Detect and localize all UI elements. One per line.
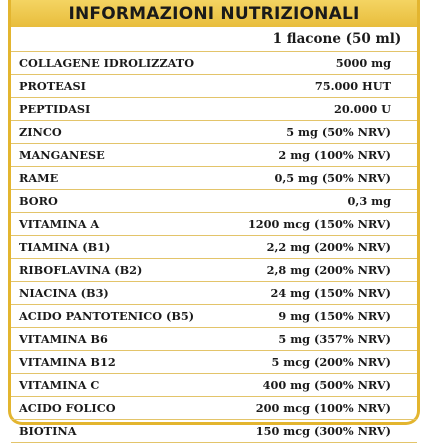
nutrient-name: TIAMINA (B1) [19, 240, 111, 254]
table-row [11, 213, 417, 236]
nutrient-name: BIOTINA [19, 424, 77, 438]
nutrient-value: 9 mg (150% NRV) [278, 309, 391, 323]
nutrient-name: MANGANESE [19, 148, 105, 162]
nutrient-value: 2 mg (100% NRV) [278, 148, 391, 162]
nutrient-value: 5 mcg (200% NRV) [271, 355, 391, 369]
table-row [11, 259, 417, 282]
nutrient-name: VITAMINA B12 [19, 355, 116, 369]
table-row [11, 190, 417, 213]
nutrient-name: ACIDO FOLICO [19, 401, 116, 415]
nutrient-value: 400 mg (500% NRV) [262, 378, 391, 392]
nutrient-value: 2,8 mg (200% NRV) [266, 263, 391, 277]
nutrient-value: 0,5 mg (50% NRV) [274, 171, 391, 185]
nutrient-name: ZINCO [19, 125, 62, 139]
table-row [11, 351, 417, 374]
table-row [11, 328, 417, 351]
nutrient-value: 5 mg (50% NRV) [286, 125, 391, 139]
nutrient-value: 5 mg (357% NRV) [278, 332, 391, 346]
table-row [11, 98, 417, 121]
panel-title: INFORMAZIONI NUTRIZIONALI [11, 0, 417, 27]
table-row [11, 282, 417, 305]
column-header: 1 flacone (50 ml) [272, 31, 402, 47]
table-header [11, 27, 417, 52]
table-row [11, 374, 417, 397]
nutrient-value: 1200 mcg (150% NRV) [247, 217, 391, 231]
table-row [11, 75, 417, 98]
nutrient-name: PEPTIDASI [19, 102, 91, 116]
nutrient-value: 20.000 U [333, 102, 391, 116]
nutrient-name: COLLAGENE IDROLIZZATO [19, 56, 195, 70]
table-row [11, 121, 417, 144]
table-row [11, 144, 417, 167]
nutrient-name: VITAMINA C [19, 378, 100, 392]
table-row [11, 305, 417, 328]
nutrient-value: 5000 mg [335, 56, 391, 70]
nutrient-name: RIBOFLAVINA (B2) [19, 263, 143, 277]
nutrient-table [11, 52, 417, 443]
table-row [11, 397, 417, 420]
nutrition-panel [8, 0, 420, 438]
nutrient-name: RAME [19, 171, 59, 185]
nutrient-name: NIACINA (B3) [19, 286, 109, 300]
nutrient-name: PROTEASI [19, 79, 86, 93]
nutrient-name: VITAMINA B6 [19, 332, 108, 346]
nutrient-name: BORO [19, 194, 58, 208]
nutrient-value: 150 mcg (300% NRV) [255, 424, 391, 438]
nutrient-value: 24 mg (150% NRV) [270, 286, 391, 300]
nutrient-value: 200 mcg (100% NRV) [255, 401, 391, 415]
table-row [11, 52, 417, 75]
nutrient-name: VITAMINA A [19, 217, 100, 231]
nutrient-name: ACIDO PANTOTENICO (B5) [19, 309, 195, 323]
nutrient-value: 2,2 mg (200% NRV) [266, 240, 391, 254]
table-row [11, 236, 417, 259]
nutrient-value: 0,3 mg [347, 194, 391, 208]
nutrient-value: 75.000 HUT [314, 79, 391, 93]
table-row [11, 420, 417, 443]
table-row [11, 167, 417, 190]
